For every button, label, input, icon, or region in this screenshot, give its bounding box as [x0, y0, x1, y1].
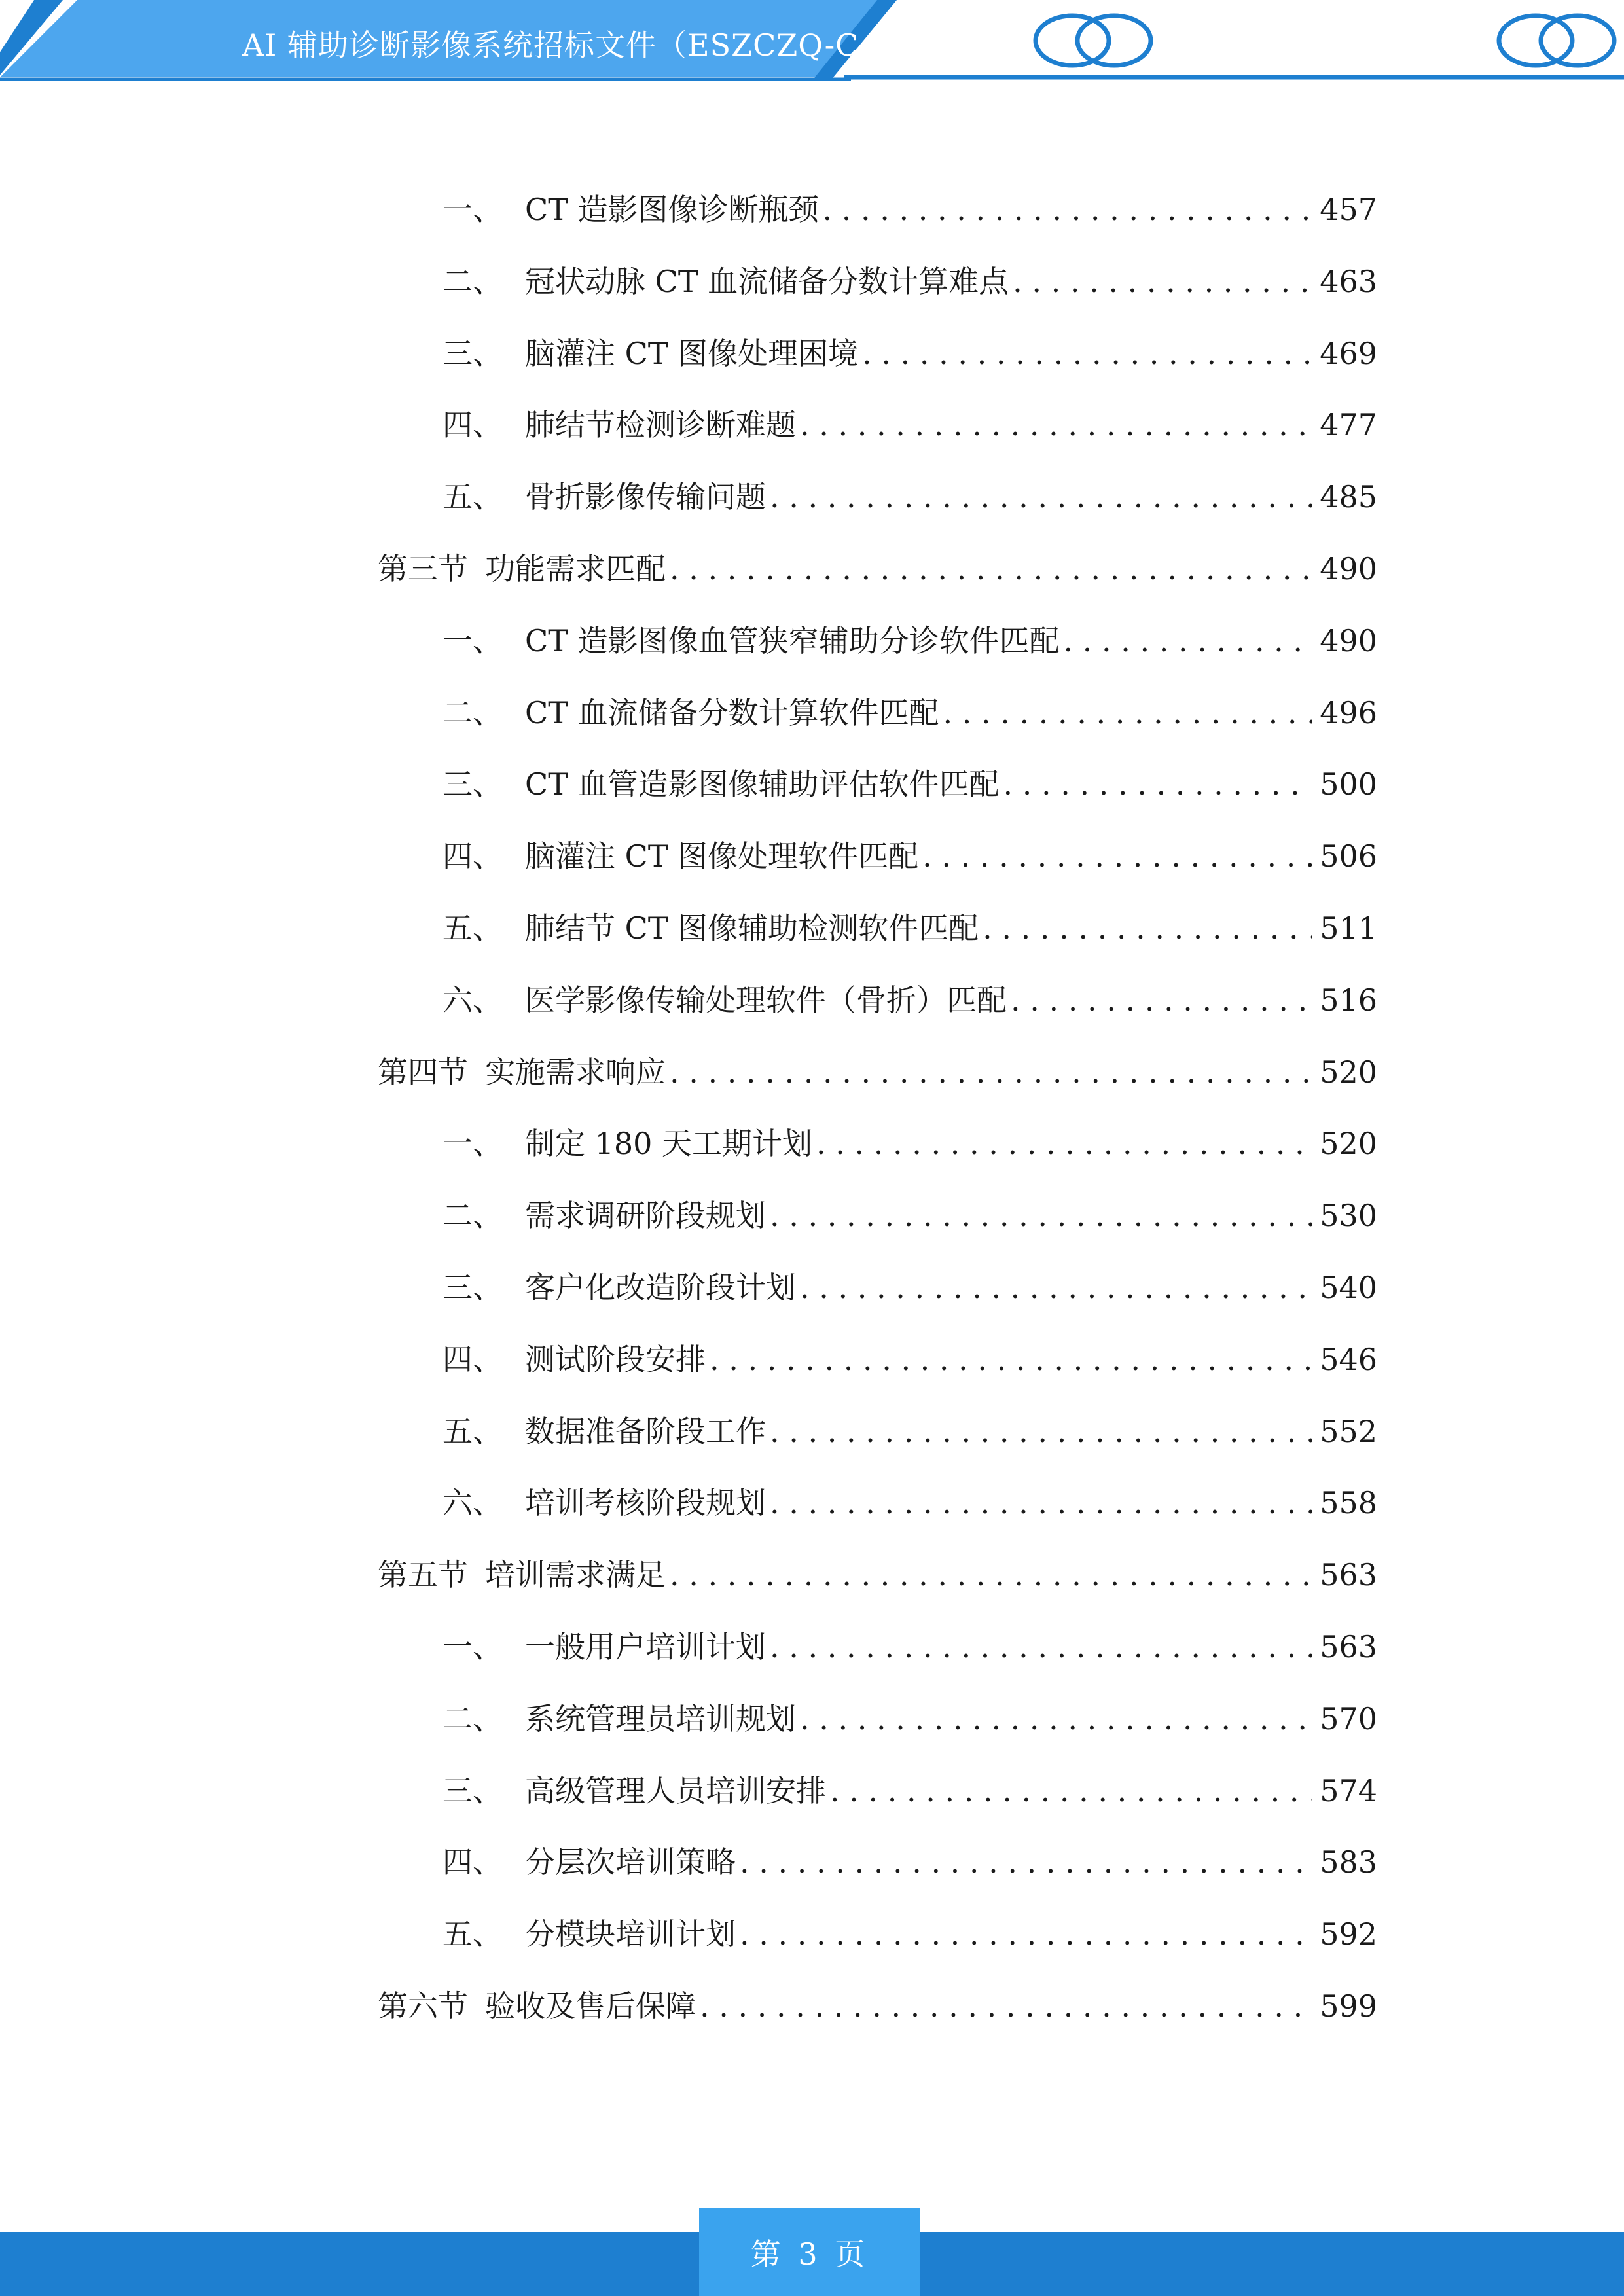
- toc-subsection-entry[interactable]: [442, 759, 1377, 809]
- toc-entry-number: 四、: [442, 1341, 503, 1377]
- toc-subsection-entry[interactable]: [442, 688, 1377, 738]
- toc-entry-title: 培训需求满足: [485, 1557, 666, 1593]
- toc-subsection-entry[interactable]: [442, 1119, 1377, 1168]
- toc-entry-title: 脑灌注 CT 图像处理软件匹配: [525, 838, 919, 874]
- toc-entry-number: 一、: [442, 192, 503, 227]
- toc-entry-number: 三、: [442, 335, 503, 371]
- toc-entry-title: 制定 180 天工期计划: [525, 1126, 813, 1162]
- toc-subsection-entry[interactable]: [442, 185, 1377, 234]
- toc-page-number: 546: [1320, 1341, 1377, 1377]
- toc-entry-number: 三、: [442, 1772, 503, 1808]
- toc-page-number: 457: [1320, 192, 1377, 227]
- toc-entry-number: 二、: [442, 1198, 503, 1234]
- toc-dot-leader: [1003, 759, 1312, 809]
- toc-dot-leader: [943, 688, 1312, 738]
- toc-entry-title: CT 血管造影图像辅助评估软件匹配: [525, 766, 1000, 802]
- page-number-tab: [699, 2208, 920, 2296]
- toc-dot-leader: [740, 1909, 1312, 1959]
- toc-dot-leader: [670, 1047, 1312, 1097]
- toc-page-number: 570: [1320, 1700, 1377, 1736]
- toc-entry-number: 一、: [442, 1629, 503, 1664]
- toc-entry-title: 高级管理人员培训安排: [525, 1772, 826, 1808]
- toc-page-number: 477: [1320, 407, 1377, 443]
- toc-entry-number: 一、: [442, 622, 503, 658]
- toc-entry-number: 二、: [442, 263, 503, 299]
- toc-dot-leader: [770, 1407, 1312, 1456]
- toc-subsection-entry[interactable]: [442, 472, 1377, 522]
- toc-subsection-entry[interactable]: [442, 400, 1377, 450]
- toc-subsection-entry[interactable]: [442, 1335, 1377, 1384]
- toc-dot-leader: [823, 185, 1312, 234]
- toc-page-number: 463: [1320, 263, 1377, 299]
- toc-entry-number: 五、: [442, 1413, 503, 1449]
- toc-entry-title: 肺结节检测诊断难题: [525, 407, 796, 443]
- toc-dot-leader: [670, 1550, 1312, 1600]
- toc-dot-leader: [770, 1622, 1312, 1672]
- toc-entry-number: 四、: [442, 838, 503, 874]
- toc-subsection-entry[interactable]: [442, 1478, 1377, 1528]
- toc-entry-title: 测试阶段安排: [525, 1341, 706, 1377]
- toc-entry-number: 第六节: [378, 1988, 468, 2024]
- document-title: AI 辅助诊断影像系统招标文件（ESZCZQ-C: [242, 27, 859, 63]
- toc-page-number: 540: [1320, 1270, 1377, 1305]
- toc-entry-number: 四、: [442, 1844, 503, 1880]
- toc-entry-title: 一般用户培训计划: [525, 1629, 766, 1664]
- toc-entry-title: 需求调研阶段规划: [525, 1198, 766, 1234]
- toc-page-number: 599: [1320, 1988, 1377, 2024]
- toc-entry-number: 三、: [442, 766, 503, 802]
- toc-dot-leader: [800, 1694, 1312, 1744]
- toc-entry-title: CT 造影图像血管狭窄辅助分诊软件匹配: [525, 622, 1060, 658]
- toc-page-number: 592: [1320, 1916, 1377, 1952]
- toc-entry-number: 六、: [442, 982, 503, 1018]
- toc-page-number: 558: [1320, 1485, 1377, 1521]
- toc-dot-leader: [922, 831, 1312, 881]
- toc-subsection-entry[interactable]: [442, 831, 1377, 881]
- toc-entry-title: 医学影像传输处理软件（骨折）匹配: [525, 982, 1007, 1018]
- rings-logo-icon: [1499, 16, 1614, 65]
- toc-page-number: 511: [1320, 910, 1377, 946]
- toc-page-number: 552: [1320, 1413, 1377, 1449]
- toc-entry-number: 二、: [442, 694, 503, 730]
- toc-subsection-entry[interactable]: [442, 257, 1377, 306]
- toc-dot-leader: [816, 1119, 1312, 1168]
- toc-subsection-entry[interactable]: [442, 1622, 1377, 1672]
- toc-subsection-entry[interactable]: [442, 1837, 1377, 1887]
- toc-subsection-entry[interactable]: [442, 1263, 1377, 1312]
- toc-subsection-entry[interactable]: [442, 903, 1377, 953]
- toc-entry-title: 脑灌注 CT 图像处理困境: [525, 335, 859, 371]
- toc-subsection-entry[interactable]: [442, 1407, 1377, 1456]
- toc-entry-title: CT 血流储备分数计算软件匹配: [525, 694, 939, 730]
- toc-page-number: 485: [1320, 479, 1377, 515]
- toc-dot-leader: [983, 903, 1312, 953]
- toc-entry-title: 功能需求匹配: [485, 551, 666, 586]
- toc-section-entry[interactable]: [378, 1047, 1377, 1097]
- toc-entry-number: 五、: [442, 479, 503, 515]
- toc-page-number: 520: [1320, 1126, 1377, 1162]
- toc-page-number: 530: [1320, 1198, 1377, 1234]
- toc-page-number: 583: [1320, 1844, 1377, 1880]
- toc-entry-title: 肺结节 CT 图像辅助检测软件匹配: [525, 910, 979, 946]
- toc-page-number: 506: [1320, 838, 1377, 874]
- toc-dot-leader: [670, 544, 1312, 594]
- rings-logo-icon: [1036, 16, 1151, 65]
- toc-page-number: 520: [1320, 1054, 1377, 1090]
- toc-dot-leader: [700, 1981, 1312, 2031]
- toc-dot-leader: [800, 400, 1312, 450]
- toc-page-number: 490: [1320, 551, 1377, 586]
- toc-page-number: 563: [1320, 1557, 1377, 1593]
- toc-entry-title: CT 造影图像诊断瓶颈: [525, 192, 819, 227]
- toc-subsection-entry[interactable]: [442, 616, 1377, 666]
- toc-subsection-entry[interactable]: [442, 1191, 1377, 1240]
- toc-page-number: 490: [1320, 622, 1377, 658]
- toc-dot-leader: [862, 329, 1312, 378]
- toc-subsection-entry[interactable]: [442, 1694, 1377, 1744]
- toc-subsection-entry[interactable]: [442, 975, 1377, 1025]
- toc-entry-title: 客户化改造阶段计划: [525, 1270, 796, 1305]
- toc-entry-title: 分模块培训计划: [525, 1916, 736, 1952]
- toc-subsection-entry[interactable]: [442, 1909, 1377, 1959]
- toc-page-number: 516: [1320, 982, 1377, 1018]
- toc-entry-number: 三、: [442, 1270, 503, 1305]
- toc-entry-title: 系统管理员培训规划: [525, 1700, 796, 1736]
- toc-dot-leader: [770, 1191, 1312, 1240]
- toc-dot-leader: [1011, 975, 1312, 1025]
- page-number-label: 第 3 页: [750, 2236, 869, 2272]
- toc-entry-title: 骨折影像传输问题: [525, 479, 766, 515]
- toc-dot-leader: [770, 1478, 1312, 1528]
- toc-dot-leader: [1013, 257, 1312, 306]
- toc-page-number: 469: [1320, 335, 1377, 371]
- toc-page-number: 496: [1320, 694, 1377, 730]
- toc-page-number: 563: [1320, 1629, 1377, 1664]
- toc-dot-leader: [830, 1766, 1312, 1816]
- toc-dot-leader: [740, 1837, 1312, 1887]
- toc-entry-number: 五、: [442, 1916, 503, 1952]
- toc-page-number: 574: [1320, 1772, 1377, 1808]
- toc-entry-title: 实施需求响应: [485, 1054, 666, 1090]
- toc-entry-title: 分层次培训策略: [525, 1844, 736, 1880]
- toc-entry-number: 一、: [442, 1126, 503, 1162]
- toc-entry-title: 数据准备阶段工作: [525, 1413, 766, 1449]
- toc-entry-number: 第四节: [378, 1054, 468, 1090]
- toc-entry-number: 第五节: [378, 1557, 468, 1593]
- toc-entry-number: 二、: [442, 1700, 503, 1736]
- toc-section-entry[interactable]: [378, 1981, 1377, 2031]
- toc-dot-leader: [770, 472, 1312, 522]
- toc-entry-title: 培训考核阶段规划: [525, 1485, 766, 1521]
- toc-subsection-entry[interactable]: [442, 1766, 1377, 1816]
- toc-section-entry[interactable]: [378, 544, 1377, 594]
- toc-entry-title: 冠状动脉 CT 血流储备分数计算难点: [525, 263, 1009, 299]
- toc-entry-number: 四、: [442, 407, 503, 443]
- toc-entry-title: 验收及售后保障: [485, 1988, 696, 2024]
- toc-subsection-entry[interactable]: [442, 329, 1377, 378]
- toc-dot-leader: [800, 1263, 1312, 1312]
- toc-dot-leader: [1064, 616, 1312, 666]
- toc-entry-number: 五、: [442, 910, 503, 946]
- toc-section-entry[interactable]: [378, 1550, 1377, 1600]
- toc-dot-leader: [710, 1335, 1312, 1384]
- toc-entry-number: 第三节: [378, 551, 468, 586]
- toc-entry-number: 六、: [442, 1485, 503, 1521]
- toc-page-number: 500: [1320, 766, 1377, 802]
